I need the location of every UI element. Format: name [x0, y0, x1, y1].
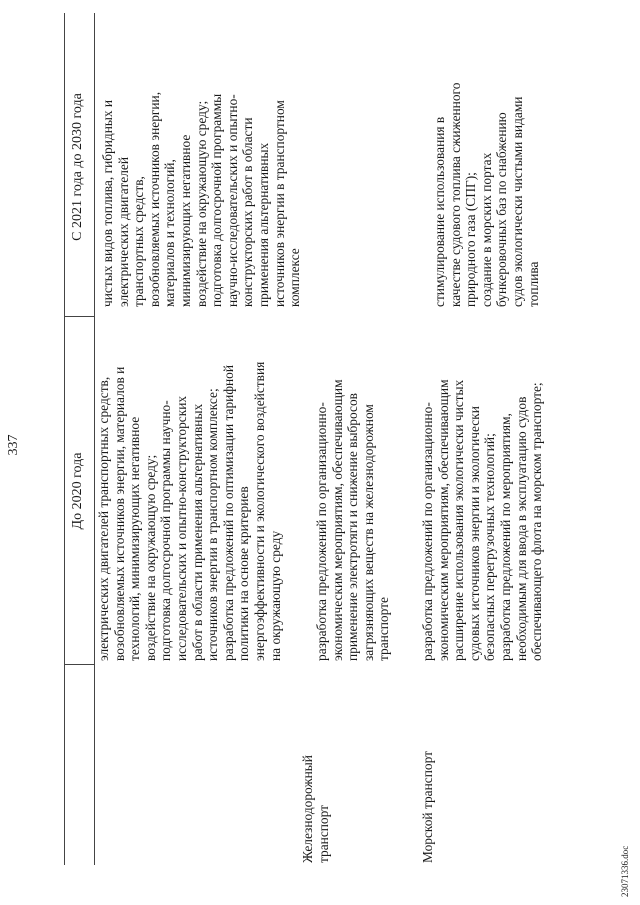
page-number: 337: [6, 434, 21, 456]
row3-until-2020: разработка предложений по организационно- экономическим мероприятиям, обеспечивающим расширение использования экологически чистых судовых источников энергии и экологически безопасных перегрузочных технологий; разработка предложений по мероприятиям, необходимым для ввода в эксплуатацию судов обеспечивающего флота на морском транспорте;: [420, 379, 545, 661]
row1-until-2020: электрических двигателей транспортных средств, возобновляемых источников энергии, материалов и технологий, минимизирующих негативное воздействие на окружающую среду; подготовка долгосрочной программы научно- исследовательских и опытно-конструкторских работ в области применения альтернативных источников энергии в транспортном комплексе; разработка предложений по оптимизации тарифной политики на основе критериев энергоэффективности и экологического воздействия на окружающую среду: [96, 361, 283, 661]
header-until-2020: До 2020 года: [70, 452, 85, 530]
table-top-border: [64, 13, 65, 865]
row3-mode: Морской транспорт: [420, 751, 435, 863]
header-from-2021: С 2021 года до 2030 года: [70, 93, 85, 241]
header-bottom-border: [94, 13, 95, 865]
document-id: 23071336.doc: [620, 845, 630, 897]
row1-from-2021: чистых видов топлива, гибридных и электрических двигателей транспортных средств, возобновляемых источников энергии, материалов и технологий, минимизирующих негативное воздействие на окружающую среду; подготовка долгосрочной программы научно-исследовательских и опытно- конструкторских работ в области применения альтернативных источников энергии в транспортном комплексе: [100, 91, 303, 307]
row2-mode: Железнодорожный транспорт: [300, 755, 331, 863]
row3-from-2021: стимулирование использования в качестве судового топлива сжиженного природного газа (СПГ); создание в морских портах бункеровочных баз по снабжению судов экологически чистыми видами топлива: [432, 82, 541, 307]
row2-until-2020: разработка предложений по организационно- экономическим мероприятиям, обеспечивающим применение электротяги и снижение выбросов загрязняющих веществ на железнодорожном транспорте: [314, 379, 392, 661]
